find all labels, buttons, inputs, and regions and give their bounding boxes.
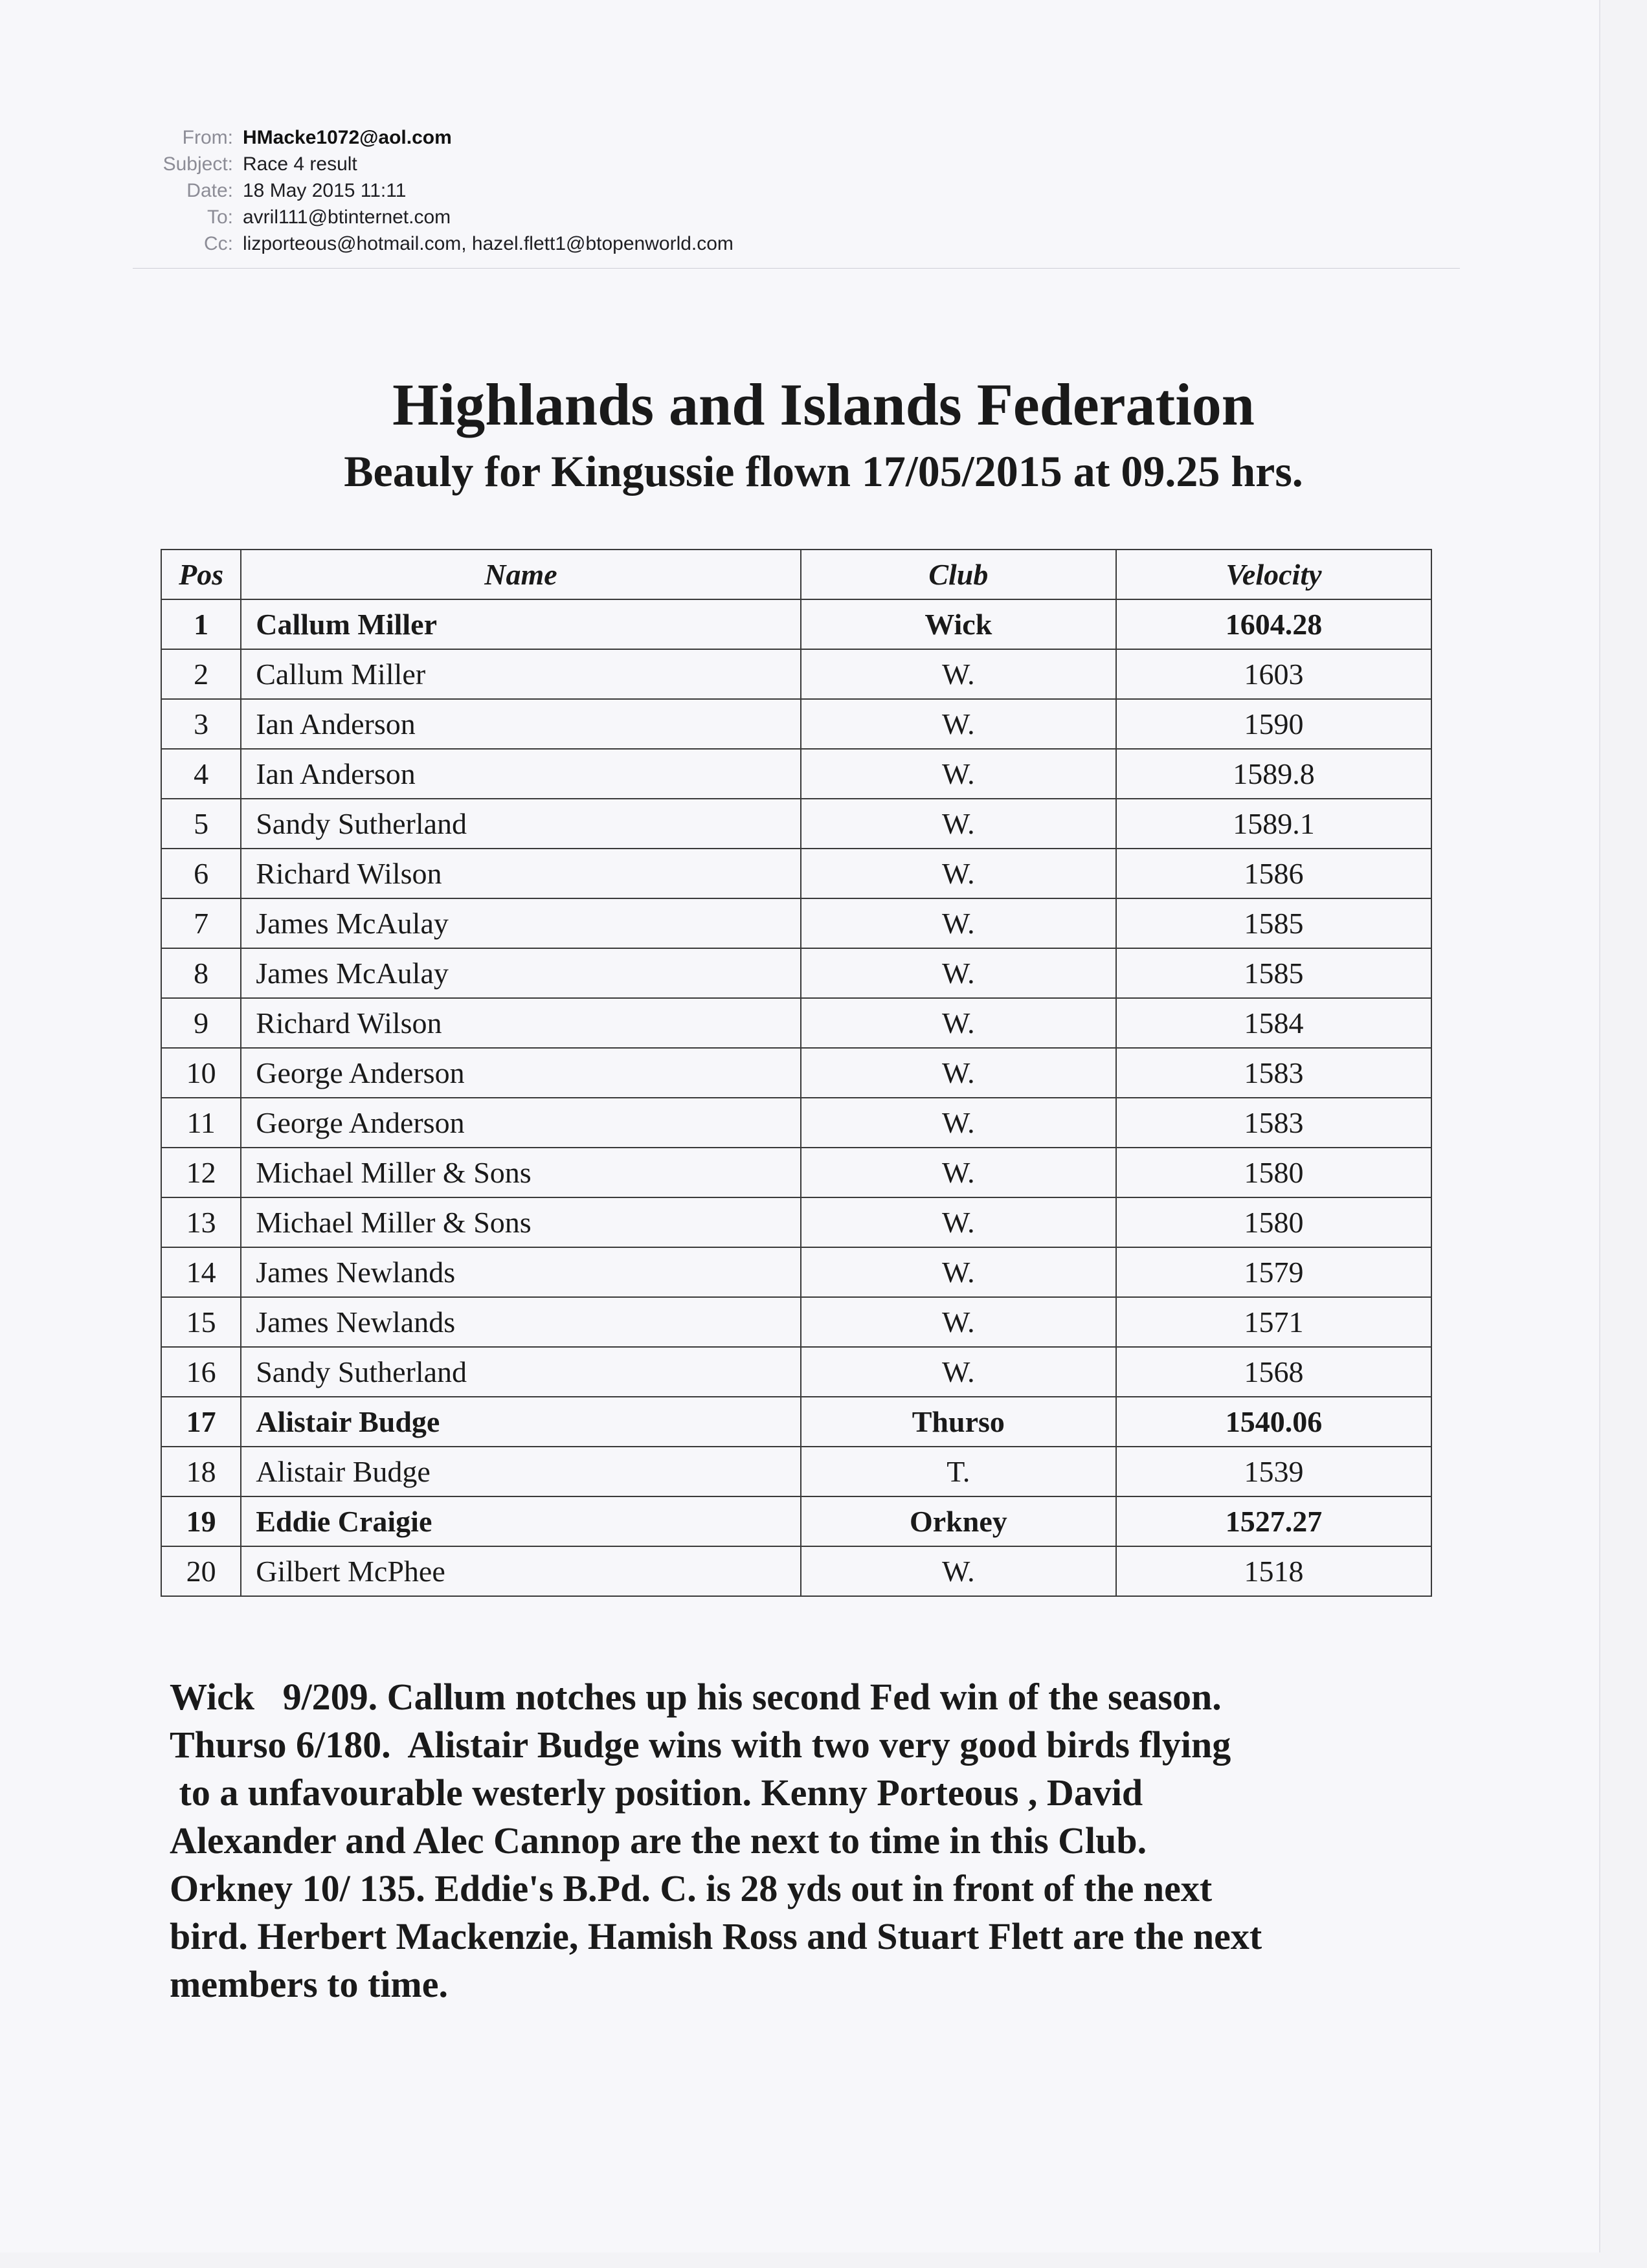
table-row [161,1197,1431,1247]
cell-name: Sandy Sutherland [241,1347,801,1397]
cell-club: W. [801,849,1116,898]
note-line: Orkney 10/ 135. Eddie's B.Pd. C. is 28 yds out in front of the next [170,1867,1213,1909]
table-row [161,849,1431,898]
table-row [161,599,1431,649]
to-value: avril111@btinternet.com [243,206,451,228]
cell-velocity: 1518 [1116,1546,1431,1596]
cell-club: W. [801,699,1116,749]
page-title: Highlands and Islands Federation [392,372,1255,438]
cell-name: Ian Anderson [241,749,801,799]
cell-velocity: 1568 [1116,1347,1431,1397]
table-row [161,1247,1431,1297]
note-line: Wick 9/209. Callum notches up his second Fed win of the season. [170,1676,1222,1718]
note-line: bird. Herbert Mackenzie, Hamish Ross and Stuart Flett are the next [170,1915,1262,1957]
cell-club: W. [801,998,1116,1048]
table-row [161,1546,1431,1596]
table-row [161,1397,1431,1447]
cell-club: W. [801,1098,1116,1148]
cell-pos: 2 [161,649,241,699]
cc-row [133,230,734,257]
cell-club: W. [801,1546,1116,1596]
cell-pos: 4 [161,749,241,799]
cell-name: Alistair Budge [241,1447,801,1496]
table-header-row [161,550,1431,599]
cell-pos: 18 [161,1447,241,1496]
cell-name: James McAulay [241,898,801,948]
table-row [161,1048,1431,1098]
table-row [161,799,1431,849]
cell-club: W. [801,948,1116,998]
from-label: From: [182,127,233,148]
cell-velocity: 1571 [1116,1297,1431,1347]
cell-pos: 12 [161,1148,241,1197]
cell-velocity: 1580 [1116,1148,1431,1197]
header-name: Name [241,550,801,599]
cell-name: Richard Wilson [241,998,801,1048]
cell-club: Thurso [801,1397,1116,1447]
to-row [133,204,734,230]
cell-velocity: 1584 [1116,998,1431,1048]
cell-name: Richard Wilson [241,849,801,898]
cell-club: W. [801,1347,1116,1397]
table-row [161,1148,1431,1197]
cell-name: Sandy Sutherland [241,799,801,849]
cell-velocity: 1589.1 [1116,799,1431,849]
cell-name: Eddie Craigie [241,1496,801,1546]
note-line: to a unfavourable westerly position. Kenny Porteous , David [170,1772,1143,1814]
table-row [161,649,1431,699]
cell-name: George Anderson [241,1048,801,1098]
cell-club: Orkney [801,1496,1116,1546]
cell-velocity: 1603 [1116,649,1431,699]
cell-club: W. [801,649,1116,699]
cell-velocity: 1580 [1116,1197,1431,1247]
cell-club: W. [801,1297,1116,1347]
note-line: Thurso 6/180. Alistair Budge wins with two very good birds flying [170,1724,1231,1766]
cell-velocity: 1539 [1116,1447,1431,1496]
cell-club: T. [801,1447,1116,1496]
cell-club: W. [801,898,1116,948]
cell-velocity: 1604.28 [1116,599,1431,649]
header-velocity: Velocity [1116,550,1431,599]
cc-value: lizporteous@hotmail.com, hazel.flett1@btopenworld.com [243,233,734,254]
cell-club: Wick [801,599,1116,649]
cell-pos: 3 [161,699,241,749]
date-value: 18 May 2015 11:11 [243,180,407,201]
date-label: Date: [186,180,233,201]
cell-velocity: 1583 [1116,1048,1431,1098]
cell-pos: 16 [161,1347,241,1397]
cell-name: James McAulay [241,948,801,998]
cell-club: W. [801,749,1116,799]
cell-velocity: 1540.06 [1116,1397,1431,1447]
cell-velocity: 1579 [1116,1247,1431,1297]
cell-club: W. [801,1197,1116,1247]
cell-name: Michael Miller & Sons [241,1148,801,1197]
from-row [133,124,734,151]
cell-velocity: 1586 [1116,849,1431,898]
table-row [161,948,1431,998]
cell-velocity: 1585 [1116,898,1431,948]
cell-velocity: 1590 [1116,699,1431,749]
table-row [161,749,1431,799]
table-row [161,1297,1431,1347]
cell-pos: 5 [161,799,241,849]
cell-club: W. [801,799,1116,849]
page-subtitle: Beauly for Kingussie flown 17/05/2015 at 09.25 hrs. [344,447,1303,496]
race-notes [170,1673,1497,2008]
note-line: members to time. [170,1963,448,2005]
cell-velocity: 1589.8 [1116,749,1431,799]
to-label: To: [207,206,233,228]
results-body [161,599,1431,1596]
cell-name: Gilbert McPhee [241,1546,801,1596]
subject-row [133,151,734,177]
table-row [161,699,1431,749]
cell-pos: 15 [161,1297,241,1347]
cell-pos: 19 [161,1496,241,1546]
cc-label: Cc: [204,233,233,254]
table-row [161,1347,1431,1397]
cell-name: James Newlands [241,1297,801,1347]
table-row [161,1496,1431,1546]
cell-velocity: 1527.27 [1116,1496,1431,1546]
cell-pos: 8 [161,948,241,998]
cell-name: Alistair Budge [241,1397,801,1447]
table-row [161,1098,1431,1148]
cell-velocity: 1583 [1116,1098,1431,1148]
cell-club: W. [801,1247,1116,1297]
cell-name: Michael Miller & Sons [241,1197,801,1247]
table-row [161,898,1431,948]
cell-pos: 7 [161,898,241,948]
cell-name: George Anderson [241,1098,801,1148]
cell-name: Callum Miller [241,599,801,649]
table-row [161,1447,1431,1496]
cell-pos: 9 [161,998,241,1048]
cell-pos: 20 [161,1546,241,1596]
cell-name: James Newlands [241,1247,801,1297]
cell-pos: 17 [161,1397,241,1447]
cell-pos: 11 [161,1098,241,1148]
cell-velocity: 1585 [1116,948,1431,998]
header-club: Club [801,550,1116,599]
cell-name: Ian Anderson [241,699,801,749]
cell-name: Callum Miller [241,649,801,699]
table-row [161,998,1431,1048]
cell-pos: 10 [161,1048,241,1098]
email-header [133,124,734,257]
cell-pos: 14 [161,1247,241,1297]
cell-pos: 13 [161,1197,241,1247]
note-line: Alexander and Alec Cannop are the next to time in this Club. [170,1819,1147,1862]
from-value: HMacke1072@aol.com [243,127,452,148]
cell-pos: 1 [161,599,241,649]
cell-club: W. [801,1048,1116,1098]
subject-label: Subject: [162,153,233,175]
results-table [161,549,1432,1597]
date-row [133,177,734,204]
cell-club: W. [801,1148,1116,1197]
subject-value: Race 4 result [243,153,357,175]
cell-pos: 6 [161,849,241,898]
header-pos: Pos [161,550,241,599]
header-divider [133,268,1460,269]
